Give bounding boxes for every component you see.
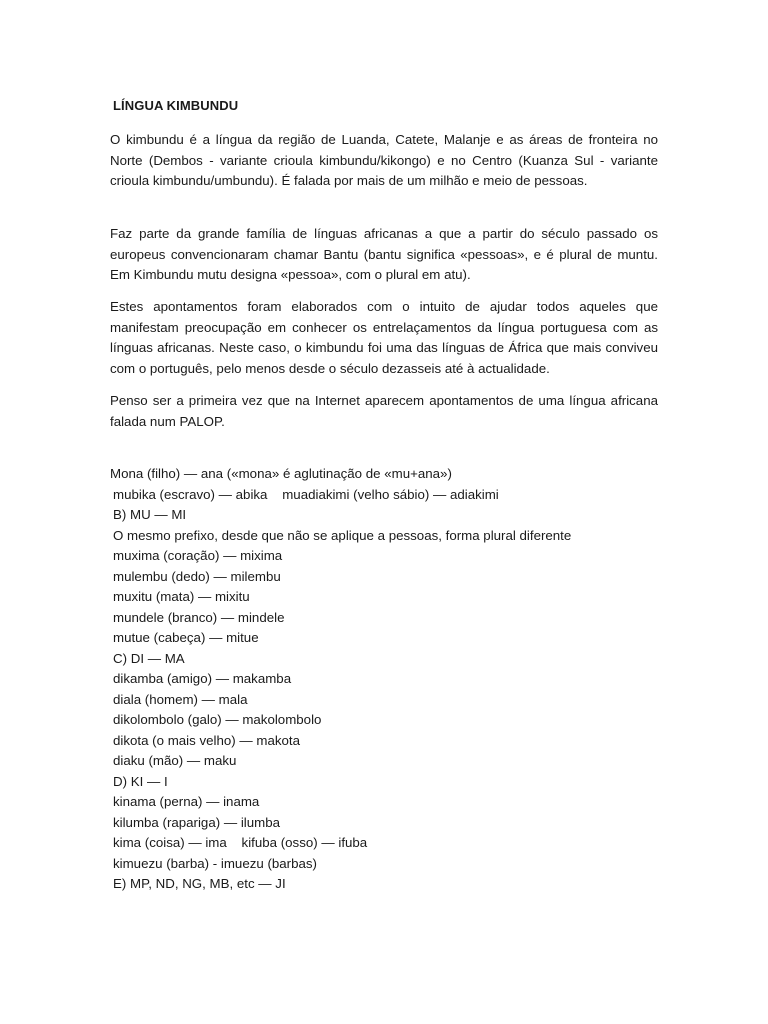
vocab-line: Mona (filho) — ana («mona» é aglutinação de «mu+ana») [110,466,452,481]
vocab-line: kinama (perna) — inama [113,794,260,809]
vocab-line: diaku (mão) — maku [113,753,237,768]
vocab-line: dikota (o mais velho) — makota [113,732,300,748]
purpose-paragraph: Estes apontamentos foram elaborados com o intuito de ajudar todos aqueles que manifestam preocupação em conhecer os entrelaçamentos da língua portuguesa com as línguas africanas. Neste caso, o kimbundu foi uma das línguas de África que mais conviveu com o português, pelo menos desde o século dezasseis até à actualidade. [110,299,658,376]
vocab-line: O mesmo prefixo, desde que não se aplique a pessoas, forma plural diferente [113,527,572,543]
vocab-line: diala (homem) — mala [113,691,248,707]
vocab-line: mubika (escravo) — abika muadiakimi (velho sábio) — adiakimi [113,486,499,502]
internet-paragraph: Penso ser a primeira vez que na Internet aparecem apontamentos de uma língua africana falada num PALOP. [110,393,658,429]
vocab-line: kima (coisa) — ima kifuba (osso) — ifuba [113,835,368,850]
vocab-line: mulembu (dedo) — milembu [113,568,281,584]
section-heading: B) MU — MI [113,507,187,522]
vocab-line: mutue (cabeça) — mitue [113,630,259,645]
section-heading: E) MP, ND, NG, MB, etc — JI [113,876,286,891]
section-heading: D) KI — I [113,773,168,789]
vocab-line: muxima (coração) — mixima [113,548,283,563]
intro-paragraph: O kimbundu é a língua da região de Luanda, Catete, Malanje e as áreas de fronteira no Norte (Dembos - variante crioula kimbundu/kikongo) e no Centro (Kuanza Sul - variante crioula kimbundu/umbundu). É falada por mais de um milhão e meio de pessoas. [110,132,658,189]
vocab-line: dikolombolo (galo) — makolombolo [113,712,322,727]
vocab-line: kilumba (rapariga) — ilumba [113,814,281,830]
vocabulary-list [110,464,670,895]
section-heading: C) DI — MA [113,650,185,666]
vocab-line: kimuezu (barba) - imuezu (barbas) [113,855,317,871]
vocab-line: muxitu (mata) — mixitu [113,589,250,604]
vocab-line: dikamba (amigo) — makamba [113,671,292,686]
page-title: LÍNGUA KIMBUNDU [113,98,239,113]
vocab-line: mundele (branco) — mindele [113,609,285,625]
bantu-paragraph: Faz parte da grande família de línguas africanas a que a partir do século passado os europeus convencionaram chamar Bantu (bantu significa «pessoas», e é plural de muntu. Em Kimbundu mutu designa «pessoa», com o plural em atu). [110,226,658,283]
